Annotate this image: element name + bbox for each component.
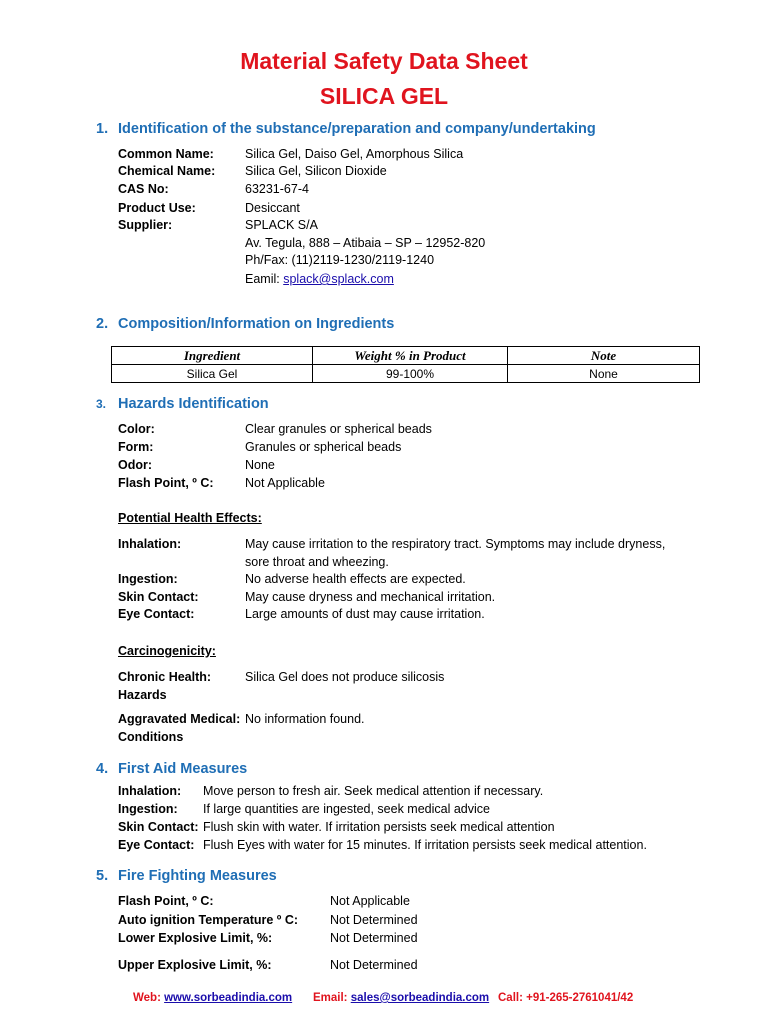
footer-web-link[interactable]: www.sorbeadindia.com [164, 992, 293, 1004]
table-header: Note [508, 347, 700, 365]
chemical-name-label: Chemical Name: [118, 164, 216, 178]
section-1-heading: 1. Identification of the substance/preparation and company/undertaking [96, 121, 596, 137]
ingredients-table [111, 346, 700, 383]
supplier-name: SPLACK S/A [245, 218, 318, 232]
email-label: Eamil: [245, 272, 280, 286]
chemical-name-value: Silica Gel, Silicon Dioxide [245, 164, 387, 178]
supplier-phone: Ph/Fax: (11)2119-1230/2119-1240 [245, 253, 435, 267]
table-cell: None [508, 365, 700, 383]
section-4-heading: 4. First Aid Measures [96, 761, 248, 777]
product-use-label: Product Use: [118, 201, 196, 215]
first-aid-skin-value: Flush skin with water. If irritation persists seek medical attention [203, 820, 555, 834]
table-header-row [112, 347, 700, 365]
document-subtitle: SILICA GEL [319, 83, 449, 109]
lower-explosive-label: Lower Explosive Limit, %: [118, 931, 273, 945]
section-2-heading: 2. Composition/Information on Ingredients [96, 316, 395, 332]
chronic-health-label-cont: Hazards [118, 688, 167, 702]
chronic-health-label: Chronic Health: [118, 670, 212, 684]
aggravated-medical-label: Aggravated Medical: [118, 712, 241, 726]
eye-contact-label: Eye Contact: [118, 607, 195, 621]
footer-email-link[interactable]: sales@sorbeadindia.com [350, 992, 490, 1004]
upper-explosive-value: Not Determined [330, 958, 418, 972]
aggravated-medical-value: No information found. [245, 712, 365, 726]
first-aid-inhalation-value: Move person to fresh air. Seek medical attention if necessary. [203, 784, 544, 798]
first-aid-inhalation-label: Inhalation: [118, 784, 182, 798]
table-cell: 99-100% [313, 365, 508, 383]
common-name-value: Silica Gel, Daiso Gel, Amorphous Silica [245, 147, 464, 161]
skin-contact-label: Skin Contact: [118, 590, 199, 604]
form-value: Granules or spherical beads [245, 440, 402, 454]
lower-explosive-value: Not Determined [330, 931, 418, 945]
common-name-label: Common Name: [118, 147, 214, 161]
flash-point-label: Flash Point, º C: [118, 476, 214, 490]
footer-email: Email: sales@sorbeadindia.com [313, 992, 490, 1004]
inhalation-value-cont: sore throat and wheezing. [245, 555, 389, 569]
first-aid-eye-label: Eye Contact: [118, 838, 195, 852]
table-row [112, 365, 700, 383]
product-use-value: Desiccant [245, 201, 300, 215]
auto-ignition-value: Not Determined [330, 913, 418, 927]
table-cell: Silica Gel [112, 365, 313, 383]
first-aid-eye-value: Flush Eyes with water for 15 minutes. If irritation persists seek medical attention. [203, 838, 647, 852]
inhalation-value: May cause irritation to the respiratory tract. Symptoms may include dryness, [245, 537, 666, 551]
inhalation-label: Inhalation: [118, 537, 182, 551]
ingestion-label: Ingestion: [118, 572, 178, 586]
aggravated-medical-label-cont: Conditions [118, 730, 184, 744]
form-label: Form: [118, 440, 154, 454]
color-label: Color: [118, 422, 155, 436]
supplier-email-row [245, 272, 394, 286]
ingestion-value: No adverse health effects are expected. [245, 572, 466, 586]
eye-contact-value: Large amounts of dust may cause irritation. [245, 607, 485, 621]
footer-web: Web: www.sorbeadindia.com [133, 992, 293, 1004]
footer-call: Call: +91-265-2761041/42 [498, 992, 634, 1004]
auto-ignition-label: Auto ignition Temperature º C: [118, 913, 299, 927]
supplier-email-link[interactable]: splack@splack.com [283, 272, 394, 286]
supplier-label: Supplier: [118, 218, 173, 232]
cas-label: CAS No: [118, 182, 169, 196]
table-header: Ingredient [112, 347, 313, 365]
supplier-address: Av. Tegula, 888 – Atibaia – SP – 12952-820 [245, 236, 486, 250]
upper-explosive-label: Upper Explosive Limit, %: [118, 958, 272, 972]
flash-point-value: Not Applicable [245, 476, 325, 490]
fire-flash-point-label: Flash Point, º C: [118, 894, 214, 908]
section-3-heading: 3. Hazards Identification [96, 396, 269, 412]
cas-value: 63231-67-4 [245, 182, 309, 196]
color-value: Clear granules or spherical beads [245, 422, 432, 436]
document-title: Material Safety Data Sheet [240, 48, 528, 74]
odor-value: None [245, 458, 275, 472]
section-5-heading: 5. Fire Fighting Measures [96, 868, 277, 884]
table-header: Weight % in Product [313, 347, 508, 365]
odor-label: Odor: [118, 458, 153, 472]
first-aid-ingestion-value: If large quantities are ingested, seek medical advice [203, 802, 490, 816]
skin-contact-value: May cause dryness and mechanical irritation. [245, 590, 496, 604]
health-effects-heading: Potential Health Effects: [118, 511, 262, 525]
carcinogenicity-heading: Carcinogenicity: [118, 644, 216, 658]
chronic-health-value: Silica Gel does not produce silicosis [245, 670, 445, 684]
first-aid-skin-label: Skin Contact: [118, 820, 199, 834]
first-aid-ingestion-label: Ingestion: [118, 802, 178, 816]
fire-flash-point-value: Not Applicable [330, 894, 410, 908]
